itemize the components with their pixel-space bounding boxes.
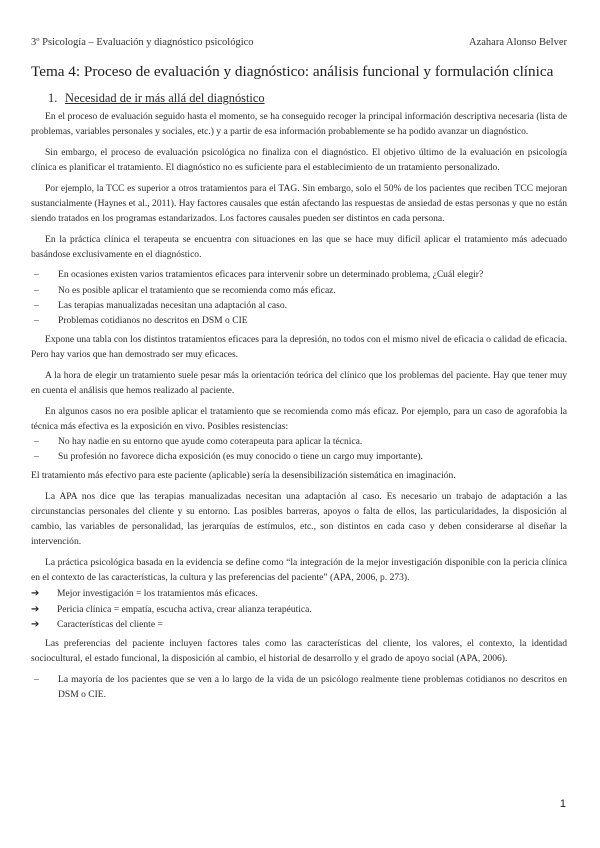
- arrow-icon: ➔: [31, 618, 40, 630]
- dash-marker: –: [34, 314, 39, 326]
- header-course: 3º Psicología – Evaluación y diagnóstico psicológico: [31, 37, 254, 48]
- section-title: Necesidad de ir más allá del diagnóstico: [65, 91, 265, 105]
- paragraph: A la hora de elegir un tratamiento suele pesar más la orientación teórica del clínico que los problemas del paciente. Hay que tener muy en cuenta el análisis que hemos realizado al paciente.: [31, 369, 567, 396]
- list-item: – No es posible aplicar el tratamiento que se recomienda como más eficaz.: [31, 283, 567, 298]
- list-item: – No hay nadie en su entorno que ayude como coterapeuta para aplicar la técnica.: [31, 434, 567, 449]
- page-number: 1: [559, 798, 566, 810]
- dash-marker: –: [34, 284, 39, 296]
- page-header: [31, 37, 567, 48]
- list-item: – La mayoría de los pacientes que se ven a lo largo de la vida de un psicólogo realmente tiene problemas cotidianos no descritos en DSM o CIE.: [31, 672, 567, 702]
- list-item: – En ocasiones existen varios tratamientos eficaces para intervenir sobre un determinado problema, ¿Cuál elegir?: [31, 267, 567, 282]
- dash-list-resistances: [31, 434, 567, 464]
- arrow-icon: ➔: [31, 603, 40, 615]
- paragraph: La APA nos dice que las terapias manualizadas necesitan una adaptación al caso. Es necesario un trabajo de adaptación a las circunstancias personales del cliente y su entorno. Las posibles barreras, apoyos o falta de ellos, las particularidades, la disposición al cambio, las variables de personalidad, las jerarquías de estímulos, etc., son distintos en cada caso y deben considerarse al diseñar la intervención.: [31, 490, 567, 548]
- arrow-icon: ➔: [31, 588, 40, 600]
- list-item: – Su profesión no favorece dicha exposición (es muy conocido o tiene un cargo muy importante).: [31, 449, 567, 464]
- paragraph: El tratamiento más efectivo para este paciente (aplicable) sería la desensibilización sistemática en imaginación.: [31, 470, 456, 482]
- paragraph: Las preferencias del paciente incluyen factores tales como las características del cliente, los valores, el contexto, la identidad sociocultural, el estado funcional, la disposición al cambio, el historial de desarrollo y el grado de apoyo social (APA, 2006).: [31, 637, 567, 664]
- paragraph: Expone una tabla con los distintos tratamientos eficaces para la depresión, no todos con el mismo nivel de eficacia o calidad de eficacia. Pero hay varios que han demostrado ser muy eficaces.: [31, 334, 567, 361]
- paragraph: En algunos casos no era posible aplicar el tratamiento que se recomienda como más eficaz. Por ejemplo, para un caso de agorafobia la técnica más efectiva es la exposición en vivo. Posibles resistencias:: [31, 405, 567, 432]
- dash-marker: –: [34, 673, 39, 685]
- arrow-list-evidence: [31, 586, 567, 631]
- list-item: ➔ Mejor investigación = los tratamientos más eficaces.: [31, 586, 567, 601]
- list-item: ➔ Características del cliente =: [31, 617, 567, 632]
- dash-marker: –: [34, 451, 39, 463]
- dash-marker: –: [34, 435, 39, 447]
- document-body: [31, 91, 567, 706]
- paragraph: La práctica psicológica basada en la evidencia se define como “la integración de la mejor investigación disponible con la pericia clínica en el contexto de las características, la cultura y las preferencias del paciente” (APA, 2006, p. 273).: [31, 557, 567, 584]
- page-title: Tema 4: Proceso de evaluación y diagnóstico: análisis funcional y formulación clínica: [31, 63, 554, 80]
- list-item: ➔ Pericia clínica = empatía, escucha activa, crear alianza terapéutica.: [31, 602, 567, 617]
- dash-marker: –: [34, 299, 39, 311]
- header-author: Azahara Alonso Belver: [469, 37, 567, 48]
- paragraph: En la práctica clínica el terapeuta se encuentra con situaciones en las que se hace muy difícil aplicar el tratamiento más adecuado basándose exclusivamente en el diagnóstico.: [31, 233, 567, 260]
- dash-list-problems: [31, 267, 567, 328]
- section-number: 1.: [48, 91, 58, 105]
- dash-list-patients: [31, 672, 567, 702]
- paragraph: Por ejemplo, la TCC es superior a otros tratamientos para el TAG. Sin embargo, solo el 50% de los pacientes que reciben TCC mejoran sustancialmente (Haynes et al., 2011). Hay factores causales que están afectando las respuestas de ansiedad de estas personas y que no están siendo tratados en los programas estandarizados. Los factores causales pueden ser distintos en cada persona.: [31, 182, 567, 224]
- list-item: – Las terapias manualizadas necesitan una adaptación al caso.: [31, 298, 567, 313]
- dash-marker: –: [34, 269, 39, 281]
- list-item: – Problemas cotidianos no descritos en DSM o CIE: [31, 313, 567, 328]
- paragraph: Sin embargo, el proceso de evaluación psicológica no finaliza con el diagnóstico. El objetivo último de la evaluación en psicología clínica es planificar el tratamiento. El diagnóstico no es suficiente para el establecimiento de un tratamiento personalizado.: [31, 146, 567, 173]
- section-heading: [48, 91, 567, 106]
- paragraph: En el proceso de evaluación seguido hasta el momento, se ha conseguido recoger la principal información descriptiva necesaria (lista de problemas, variables personales y sociales, etc.) y a partir de esa información probablemente se ha podido avanzar un diagnóstico.: [31, 111, 567, 138]
